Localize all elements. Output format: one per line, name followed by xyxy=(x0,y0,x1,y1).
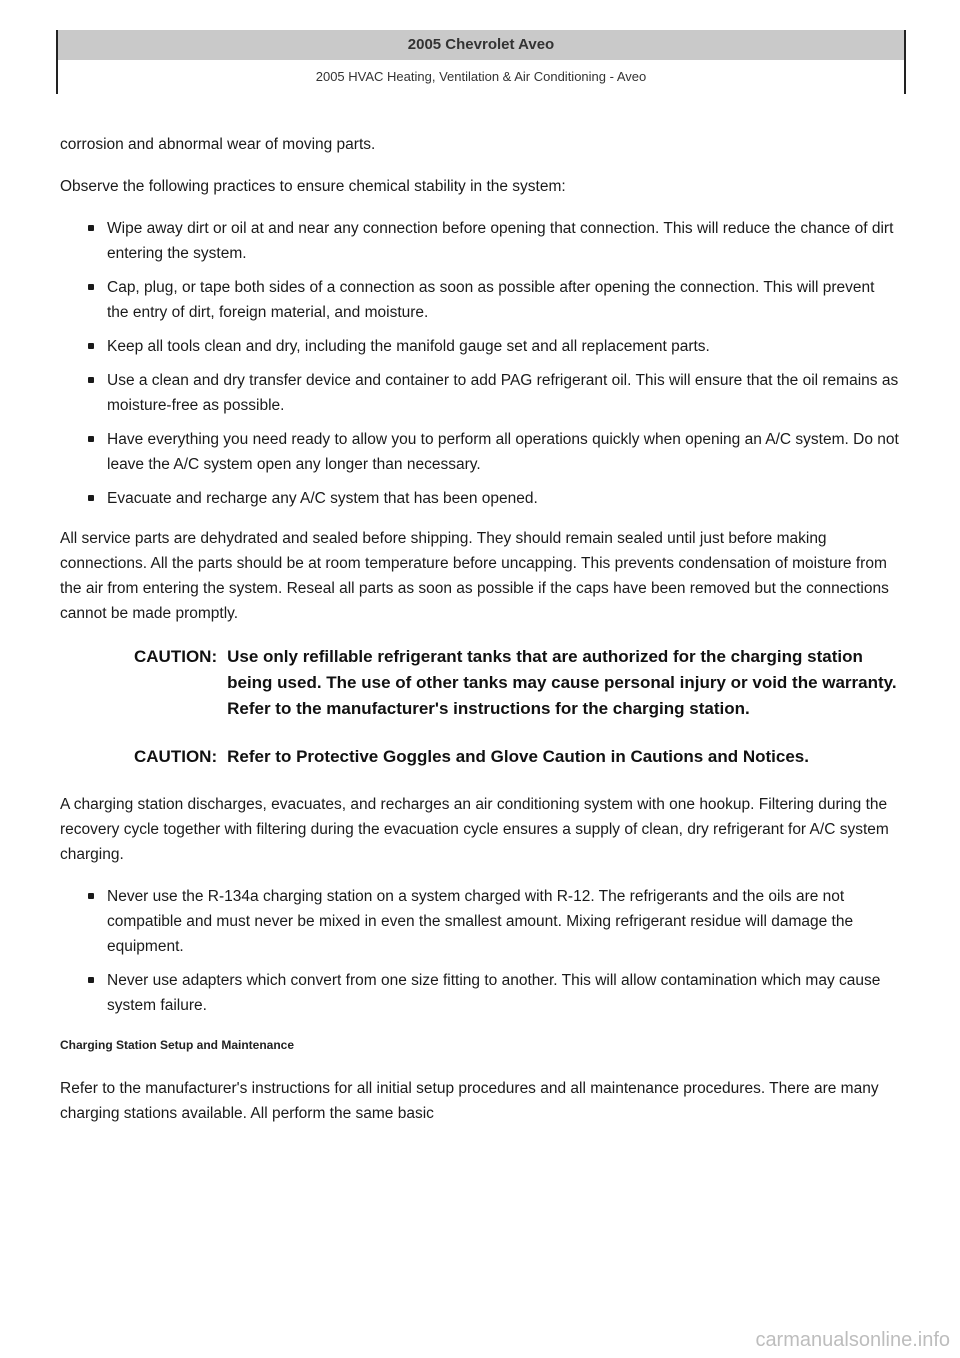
list-item-text: Use a clean and dry transfer device and container to add PAG refrigerant oil. This will ensure that the oil remains as moisture-free as possible. xyxy=(107,372,899,414)
list-item-text: Never use adapters which convert from one size fitting to another. This will allow contamination which may cause system failure. xyxy=(107,972,881,1014)
list-item-text: Cap, plug, or tape both sides of a connection as soon as possible after opening the connection. This will prevent the entry of dirt, foreign material, and moisture. xyxy=(107,279,875,321)
caution-label: CAUTION: xyxy=(134,747,218,766)
document-body xyxy=(60,132,900,1143)
list-item-text: Have everything you need ready to allow you to perform all operations quickly when opening an A/C system. Do not leave the A/C system open any longer than necessary. xyxy=(107,431,899,473)
practices-list xyxy=(60,216,900,511)
paragraph: A charging station discharges, evacuates, and recharges an air conditioning system with one hookup. Filtering during the recovery cycle together with filtering during the evacuation cycle ensures a supply of clean, dry refrigerant for A/C system charging. xyxy=(60,796,889,863)
caution-text: Use only refillable refrigerant tanks that are authorized for the charging station being used. The use of other tanks may cause personal injury or void the warranty. Refer to the manufacturer's instructions for the charging station. xyxy=(227,647,897,718)
header-title: 2005 Chevrolet Aveo xyxy=(58,30,904,60)
caution-block xyxy=(134,644,900,722)
list-item xyxy=(88,275,900,325)
paragraph: All service parts are dehydrated and sealed before shipping. They should remain sealed until just before making connections. All the parts should be at room temperature before uncapping. This prevents condensation of moisture from the air from entering the system. Reseal all parts as soon as possible if the caps have been removed but the connections cannot be made promptly. xyxy=(60,530,889,622)
charging-station-list xyxy=(60,884,900,1018)
list-item xyxy=(88,486,900,511)
bullet-icon xyxy=(88,495,94,501)
list-item-text: Wipe away dirt or oil at and near any connection before opening that connection. This will reduce the chance of dirt entering the system. xyxy=(107,220,894,262)
paragraph: corrosion and abnormal wear of moving parts. xyxy=(60,136,376,153)
list-item-text: Evacuate and recharge any A/C system that has been opened. xyxy=(107,490,538,507)
list-item-text: Keep all tools clean and dry, including the manifold gauge set and all replacement parts. xyxy=(107,338,710,355)
caution-label: CAUTION: xyxy=(134,647,218,666)
caution-block xyxy=(134,744,900,770)
document-header xyxy=(56,30,906,94)
list-item xyxy=(88,216,900,266)
bullet-icon xyxy=(88,343,94,349)
list-item xyxy=(88,884,900,959)
header-subtitle: 2005 HVAC Heating, Ventilation & Air Conditioning - Aveo xyxy=(315,69,647,84)
paragraph: Refer to the manufacturer's instructions for all initial setup procedures and all maintenance procedures. There are many charging stations available. All perform the same basic xyxy=(60,1080,879,1122)
list-item xyxy=(88,334,900,359)
list-item xyxy=(88,968,900,1018)
bullet-icon xyxy=(88,225,94,231)
bullet-icon xyxy=(88,284,94,290)
bullet-icon xyxy=(88,377,94,383)
paragraph: Observe the following practices to ensure chemical stability in the system: xyxy=(60,178,566,195)
bullet-icon xyxy=(88,893,94,899)
section-heading: Charging Station Setup and Maintenance xyxy=(60,1038,295,1052)
list-item xyxy=(88,427,900,477)
list-item-text: Never use the R-134a charging station on a system charged with R-12. The refrigerants and the oils are not compatible and must never be mixed in even the smallest amount. Mixing refrigerant residue will damage the equipment. xyxy=(107,888,854,955)
bullet-icon xyxy=(88,977,94,983)
caution-text: Refer to Protective Goggles and Glove Caution in Cautions and Notices. xyxy=(227,747,809,766)
bullet-icon xyxy=(88,436,94,442)
watermark-text: carmanualsonline.info xyxy=(755,1329,950,1351)
list-item xyxy=(88,368,900,418)
